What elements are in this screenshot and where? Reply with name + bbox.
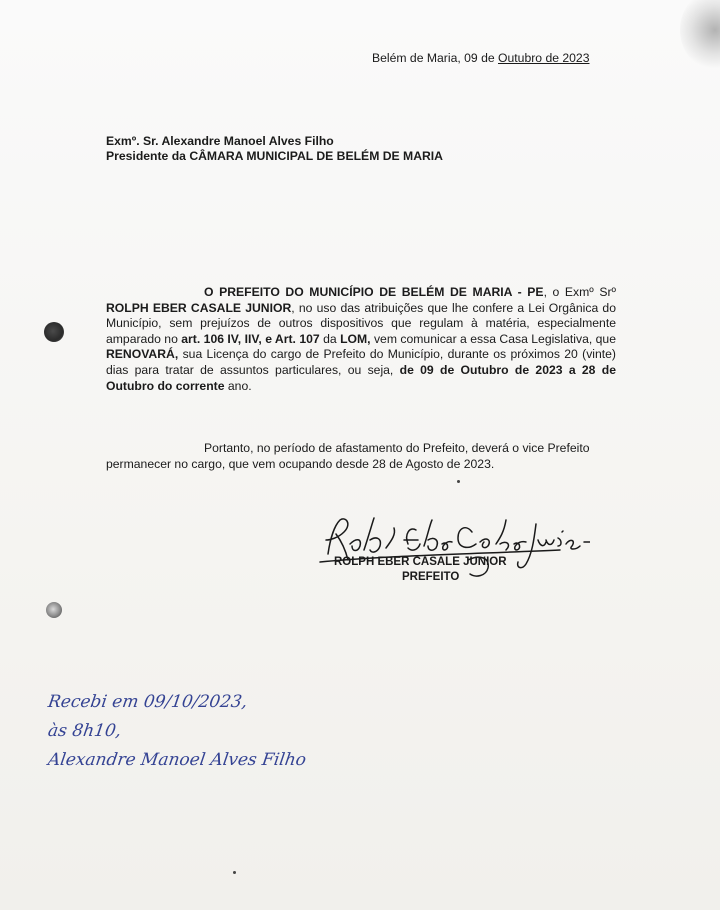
handwritten-receipt-note: [48, 688, 306, 775]
body-text-1: , o Exmº Srº: [543, 285, 616, 299]
body-article: art. 106 IV, IIV, e Art. 107: [181, 331, 320, 346]
date-prefix: Belém de Maria, 09 de: [372, 51, 499, 65]
body-mayor-name: ROLPH EBER CASALE JUNIOR: [106, 300, 292, 315]
body-renovara: RENOVARÁ,: [106, 347, 179, 362]
body-text-4: vem comunicar a essa Casa Legislativa, que: [370, 331, 616, 346]
addressee-title: Presidente da CÂMARA MUNICIPAL DE BELÉM DE MARIA: [106, 149, 443, 163]
body-text-6: ano.: [224, 378, 252, 393]
handwritten-signature: [300, 510, 590, 580]
second-paragraph-text: Portanto, no período de afastamento do Prefeito, deverá o vice Prefeito permanecer no cargo, que vem ocupando desde 28 de Agosto de 2023.: [106, 441, 590, 471]
body-lom: LOM,: [340, 331, 371, 346]
receipt-line-received: Recebi em 09/10/2023,: [46, 692, 249, 712]
body-text-5: sua Licença do cargo de Prefeito do Município, durante os próximos 20 (vinte) dias para tratar de assuntos particulares, ou seja,: [106, 347, 616, 377]
receipt-line-signer: Alexandre Manoel Alves Filho: [46, 750, 308, 770]
second-paragraph: [106, 440, 616, 472]
date-line: [372, 51, 590, 65]
corner-shadow: [680, 0, 720, 70]
signer-role: PREFEITO: [402, 571, 460, 583]
body-text-3: da: [319, 331, 341, 346]
date-month-year: Outubro de 2023: [498, 51, 590, 65]
body-issuer: O PREFEITO DO MUNICÍPIO DE BELÉM DE MARIA - PE: [204, 285, 544, 299]
speck: [457, 480, 460, 483]
addressee-name: Exmº. Sr. Alexandre Manoel Alves Filho: [106, 134, 334, 148]
body-text-2: , no uso das atribuições que lhe confere a Lei Orgânica do Município, sem prejuízos de outros dispositivos que regulam à matéria, especialmente amparado no: [106, 300, 616, 346]
addressee-block: [106, 134, 443, 164]
body-paragraph: [106, 285, 616, 394]
speck: [233, 871, 236, 874]
receipt-line-time: às 8h10,: [46, 721, 123, 741]
punch-hole-bottom: [46, 602, 62, 618]
signer-name: ROLPH EBER CASALE JUNIOR: [334, 556, 507, 568]
punch-hole-top: [44, 322, 64, 342]
body-period: de 09 de Outubro de 2023 a 28 de Outubro do corrente: [106, 362, 616, 393]
